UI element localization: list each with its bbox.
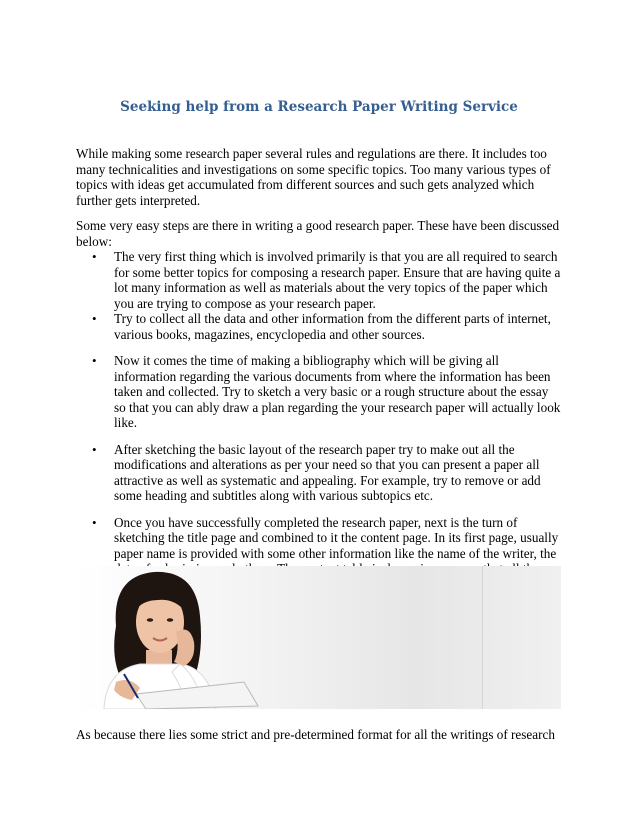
list-item-text: Try to collect all the data and other information from the different parts of internet, various books, magazines, encyclopedia and other sources. xyxy=(114,311,551,342)
left-eye-shape xyxy=(147,618,153,622)
intro-paragraph: While making some research paper several rules and regulations are there. It includes too many technicalities and investigations on some specific topics. Too many various types of topics with ideas get accumulated from different sources and such gets analyzed which further gets interpreted. xyxy=(76,146,551,208)
bullet-icon: • xyxy=(92,249,97,264)
bullet-icon: • xyxy=(92,311,97,326)
list-item xyxy=(76,442,561,504)
list-item-text: The very first thing which is involved primarily is that you are all required to search for some better topics for composing a research paper. Ensure that are having quite a lot many information as well as materials about the very topics of the paper which you are trying to compose as your research paper. xyxy=(114,249,561,311)
bullet-icon: • xyxy=(92,353,97,368)
right-eye-shape xyxy=(167,618,173,622)
list-item-text: Now it comes the time of making a bibliography which will be giving all information regarding the various documents from where the information has been taken and collected. Try to sketch a very basic or a rough structure about the essay so that you can ably draw a plan regarding the your research paper will actually look like. xyxy=(114,353,561,430)
list-item-text: Once you have successfully completed the research paper, next is the turn of sketching the title page and combined to it the content page. In its first page, usually paper name is provided with some other information like the name of the writer, the xyxy=(114,514,559,561)
student-photo xyxy=(76,566,561,709)
list-item xyxy=(76,353,561,431)
bullet-icon: • xyxy=(92,441,97,457)
bullet-icon: • xyxy=(92,514,97,530)
document-title: Seeking help from a Research Paper Writing Service xyxy=(120,99,518,115)
steps-list xyxy=(76,249,561,608)
list-item xyxy=(76,249,561,311)
list-item xyxy=(76,311,561,342)
steps-intro-paragraph: Some very easy steps are there in writing a good research paper. These have been discussed below: xyxy=(76,218,560,249)
list-item-text: After sketching the basic layout of the research paper try to make out all the modifications and alterations as per your need so that you can present a paper all attractive as well as systematic and appealing. For example, try to remove or add some heading and subtitles along with various subtopics etc. xyxy=(114,441,541,503)
closing-paragraph: As because there lies some strict and pre-determined format for all the writings of research xyxy=(76,727,555,742)
student-illustration xyxy=(76,566,561,709)
